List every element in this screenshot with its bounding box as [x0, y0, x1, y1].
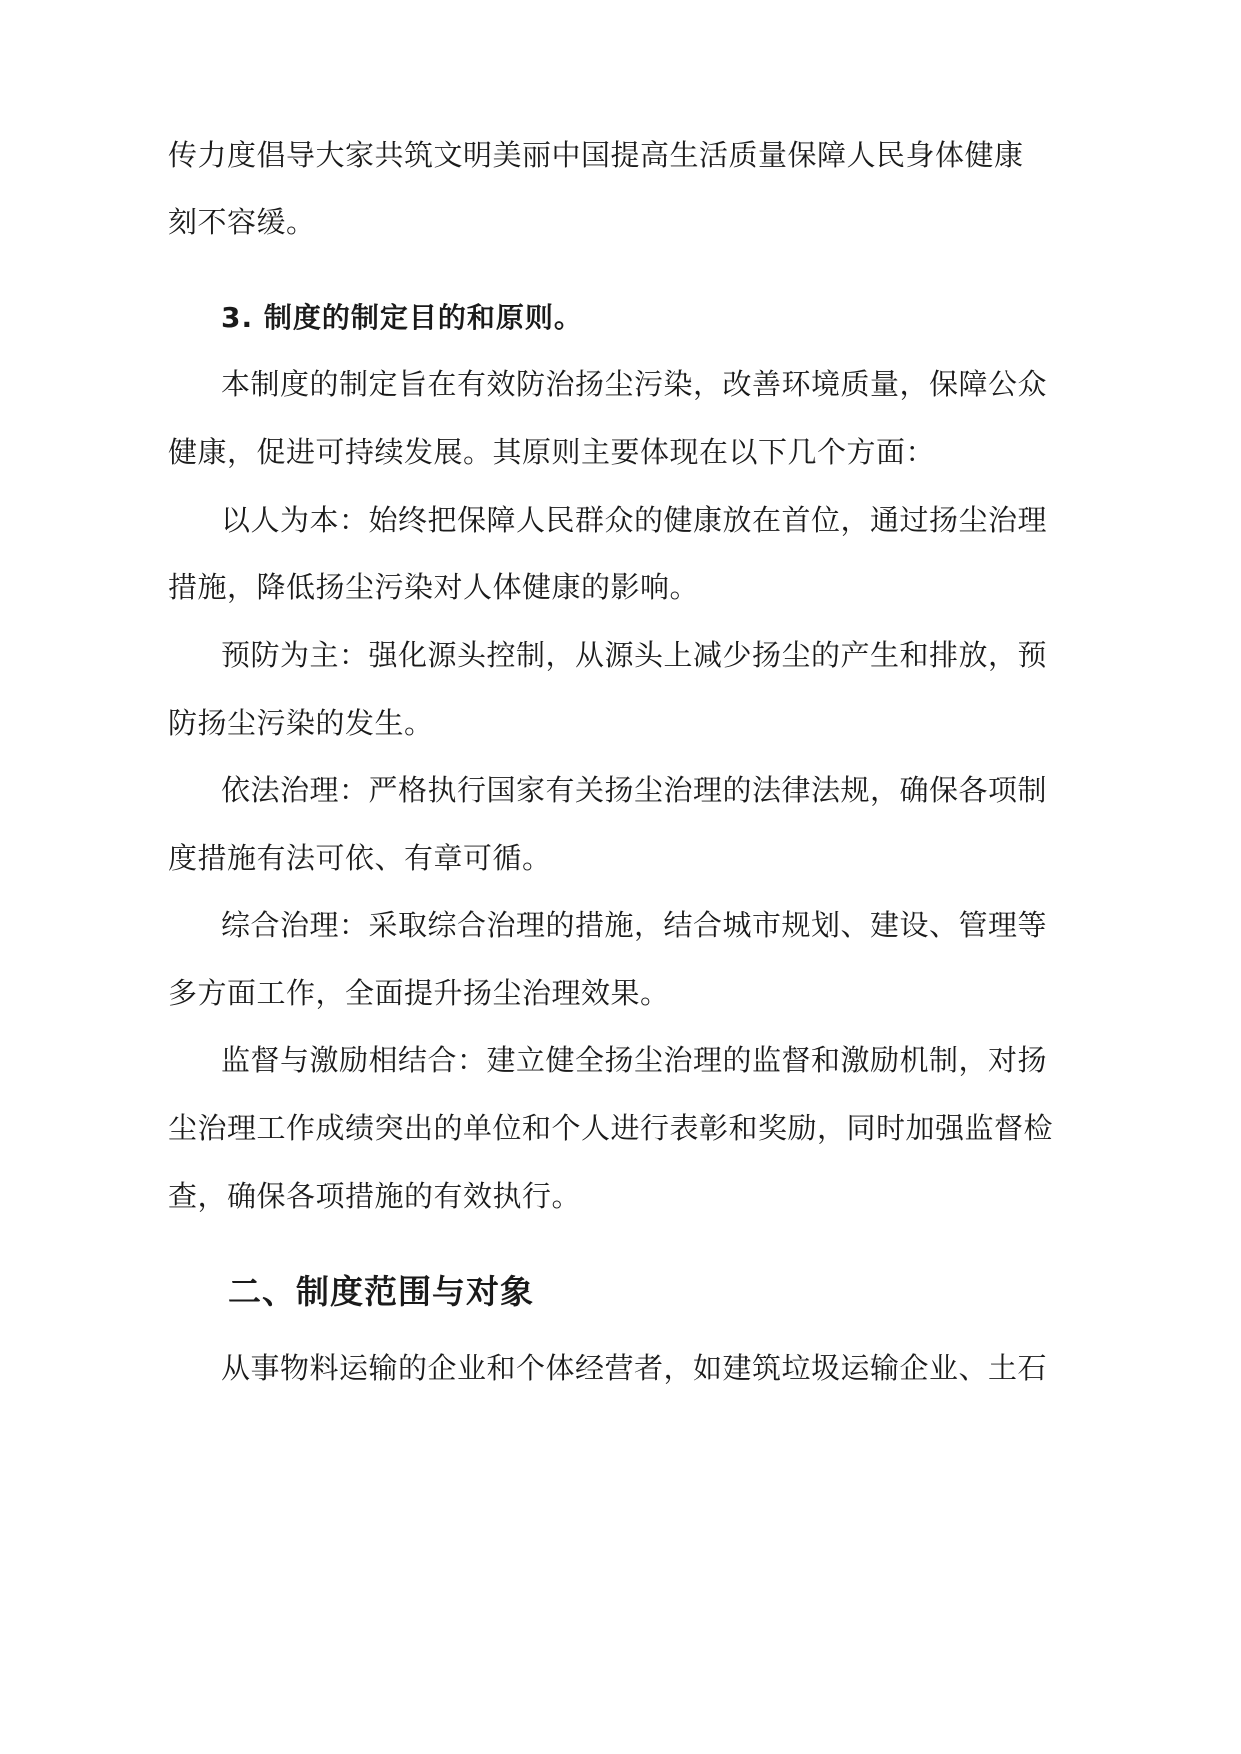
paragraph-line: 防扬尘污染的发生。 — [168, 706, 434, 740]
section-heading-3: 3. 制度的制定目的和原则。 — [221, 301, 583, 334]
paragraph-line: 查，确保各项措施的有效执行。 — [168, 1179, 582, 1213]
paragraph-line: 健康，促进可持续发展。其原则主要体现在以下几个方面： — [168, 435, 936, 469]
paragraph-line: 综合治理：采取综合治理的措施，结合城市规划、建设、管理等 — [221, 908, 1048, 942]
paragraph-line: 从事物料运输的企业和个体经营者，如建筑垃圾运输企业、土石 — [221, 1351, 1048, 1385]
paragraph-line: 度措施有法可依、有章可循。 — [168, 841, 552, 875]
paragraph-line: 传力度倡导大家共筑文明美丽中国提高生活质量保障人民身体健康 — [168, 138, 1024, 172]
paragraph-line: 多方面工作，全面提升扬尘治理效果。 — [168, 976, 670, 1010]
paragraph-line: 预防为主：强化源头控制，从源头上减少扬尘的产生和排放，预 — [221, 638, 1048, 672]
paragraph-line: 措施，降低扬尘污染对人体健康的影响。 — [168, 570, 700, 604]
paragraph-line: 以人为本：始终把保障人民群众的健康放在首位，通过扬尘治理 — [221, 503, 1048, 537]
paragraph-line: 本制度的制定旨在有效防治扬尘污染，改善环境质量，保障公众 — [221, 367, 1048, 401]
paragraph-line: 依法治理：严格执行国家有关扬尘治理的法律法规，确保各项制 — [221, 773, 1048, 807]
paragraph-line: 刻不容缓。 — [168, 205, 316, 239]
section-heading-2: 二、制度范围与对象 — [228, 1272, 534, 1311]
paragraph-line: 监督与激励相结合：建立健全扬尘治理的监督和激励机制，对扬 — [221, 1043, 1048, 1077]
paragraph-line: 尘治理工作成绩突出的单位和个人进行表彰和奖励，同时加强监督检 — [168, 1111, 1054, 1145]
